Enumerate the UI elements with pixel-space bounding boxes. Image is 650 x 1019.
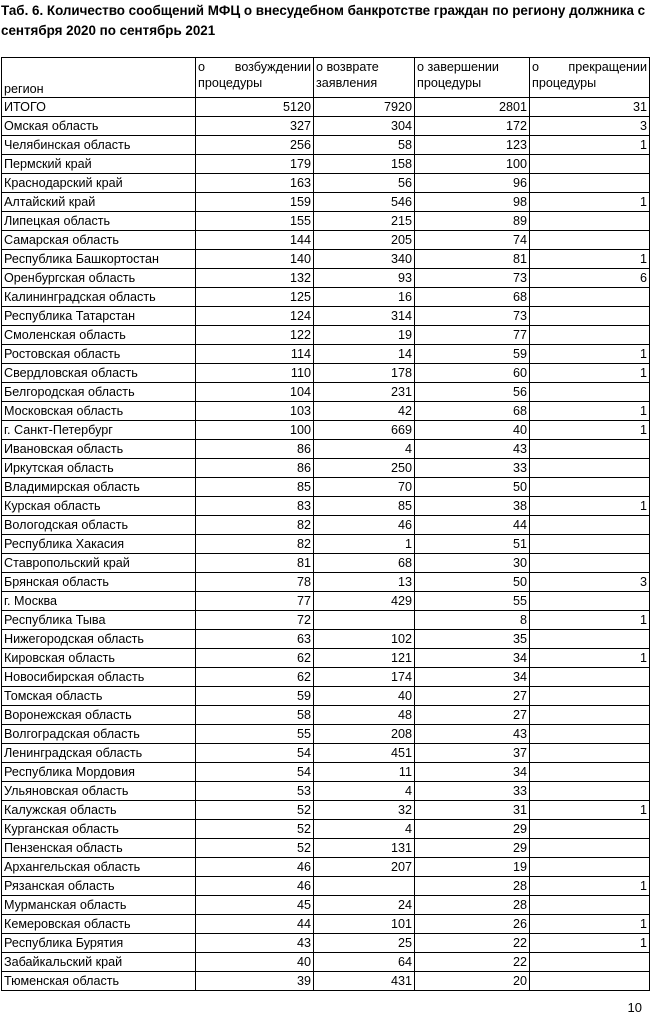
value-cell: 83 bbox=[196, 497, 314, 516]
value-cell: 50 bbox=[415, 573, 530, 592]
table-row bbox=[2, 307, 650, 326]
region-cell: Пензенская область bbox=[2, 839, 196, 858]
value-cell: 53 bbox=[196, 782, 314, 801]
value-cell: 3 bbox=[530, 573, 650, 592]
value-cell: 13 bbox=[314, 573, 415, 592]
value-cell bbox=[530, 839, 650, 858]
value-cell: 44 bbox=[415, 516, 530, 535]
value-cell: 56 bbox=[415, 383, 530, 402]
value-cell: 327 bbox=[196, 117, 314, 136]
col-header-region: регион bbox=[2, 58, 196, 98]
value-cell: 82 bbox=[196, 516, 314, 535]
table-row bbox=[2, 345, 650, 364]
value-cell: 98 bbox=[415, 193, 530, 212]
region-cell: Кировская область bbox=[2, 649, 196, 668]
value-cell: 451 bbox=[314, 744, 415, 763]
value-cell: 63 bbox=[196, 630, 314, 649]
value-cell: 39 bbox=[196, 972, 314, 991]
region-cell: Ленинградская область bbox=[2, 744, 196, 763]
value-cell: 1 bbox=[530, 877, 650, 896]
table-row bbox=[2, 573, 650, 592]
region-cell: Республика Башкортостан bbox=[2, 250, 196, 269]
value-cell: 132 bbox=[196, 269, 314, 288]
value-cell: 24 bbox=[314, 896, 415, 915]
value-cell: 4 bbox=[314, 820, 415, 839]
value-cell: 100 bbox=[415, 155, 530, 174]
value-cell: 314 bbox=[314, 307, 415, 326]
value-cell: 86 bbox=[196, 459, 314, 478]
region-cell: Волгоградская область bbox=[2, 725, 196, 744]
value-cell bbox=[530, 383, 650, 402]
value-cell: 54 bbox=[196, 744, 314, 763]
region-cell: Вологодская область bbox=[2, 516, 196, 535]
region-cell: Забайкальский край bbox=[2, 953, 196, 972]
region-cell: Томская область bbox=[2, 687, 196, 706]
value-cell bbox=[530, 725, 650, 744]
value-cell bbox=[530, 592, 650, 611]
value-cell: 34 bbox=[415, 649, 530, 668]
value-cell: 155 bbox=[196, 212, 314, 231]
value-cell: 110 bbox=[196, 364, 314, 383]
value-cell: 104 bbox=[196, 383, 314, 402]
value-cell: 124 bbox=[196, 307, 314, 326]
table-row bbox=[2, 535, 650, 554]
value-cell: 14 bbox=[314, 345, 415, 364]
value-cell: 1 bbox=[530, 915, 650, 934]
value-cell: 256 bbox=[196, 136, 314, 155]
value-cell: 33 bbox=[415, 459, 530, 478]
value-cell: 1 bbox=[530, 934, 650, 953]
value-cell: 304 bbox=[314, 117, 415, 136]
value-cell bbox=[530, 478, 650, 497]
region-cell: г. Москва bbox=[2, 592, 196, 611]
region-cell: Воронежская область bbox=[2, 706, 196, 725]
value-cell: 231 bbox=[314, 383, 415, 402]
value-cell: 1 bbox=[530, 497, 650, 516]
value-cell bbox=[530, 820, 650, 839]
value-cell bbox=[530, 459, 650, 478]
table-title: Таб. 6. Количество сообщений МФЦ о внесудебном банкротстве граждан по региону должника с сентября 2020 по сентябрь 2021 bbox=[1, 3, 646, 38]
value-cell: 59 bbox=[415, 345, 530, 364]
value-cell bbox=[530, 307, 650, 326]
value-cell: 32 bbox=[314, 801, 415, 820]
value-cell bbox=[530, 288, 650, 307]
region-cell: Ростовская область bbox=[2, 345, 196, 364]
value-cell: 1 bbox=[530, 649, 650, 668]
value-cell: 52 bbox=[196, 801, 314, 820]
table-row bbox=[2, 117, 650, 136]
table-row bbox=[2, 820, 650, 839]
value-cell: 29 bbox=[415, 839, 530, 858]
value-cell bbox=[530, 554, 650, 573]
value-cell: 27 bbox=[415, 706, 530, 725]
value-cell bbox=[530, 630, 650, 649]
value-cell bbox=[530, 535, 650, 554]
region-cell: Кемеровская область bbox=[2, 915, 196, 934]
value-cell: 123 bbox=[415, 136, 530, 155]
value-cell: 30 bbox=[415, 554, 530, 573]
value-cell: 29 bbox=[415, 820, 530, 839]
value-cell: 121 bbox=[314, 649, 415, 668]
value-cell: 34 bbox=[415, 668, 530, 687]
value-cell: 7920 bbox=[314, 98, 415, 117]
value-cell: 40 bbox=[314, 687, 415, 706]
value-cell bbox=[530, 326, 650, 345]
table-row bbox=[2, 592, 650, 611]
value-cell: 50 bbox=[415, 478, 530, 497]
value-cell: 35 bbox=[415, 630, 530, 649]
table-row bbox=[2, 953, 650, 972]
region-cell: Республика Тыва bbox=[2, 611, 196, 630]
region-cell: Челябинская область bbox=[2, 136, 196, 155]
value-cell: 34 bbox=[415, 763, 530, 782]
value-cell: 48 bbox=[314, 706, 415, 725]
table-row bbox=[2, 440, 650, 459]
value-cell: 55 bbox=[196, 725, 314, 744]
value-cell: 5120 bbox=[196, 98, 314, 117]
value-cell: 546 bbox=[314, 193, 415, 212]
value-cell: 158 bbox=[314, 155, 415, 174]
table-row bbox=[2, 554, 650, 573]
value-cell: 62 bbox=[196, 668, 314, 687]
value-cell: 58 bbox=[314, 136, 415, 155]
value-cell: 52 bbox=[196, 839, 314, 858]
value-cell: 73 bbox=[415, 307, 530, 326]
value-cell: 73 bbox=[415, 269, 530, 288]
table-row bbox=[2, 478, 650, 497]
table-row bbox=[2, 725, 650, 744]
region-cell: Курганская область bbox=[2, 820, 196, 839]
value-cell: 43 bbox=[415, 725, 530, 744]
value-cell bbox=[530, 972, 650, 991]
table-row bbox=[2, 687, 650, 706]
region-cell: Архангельская область bbox=[2, 858, 196, 877]
value-cell: 93 bbox=[314, 269, 415, 288]
region-cell: Ставропольский край bbox=[2, 554, 196, 573]
value-cell: 1 bbox=[530, 801, 650, 820]
region-cell: Московская область bbox=[2, 402, 196, 421]
value-cell: 178 bbox=[314, 364, 415, 383]
value-cell: 46 bbox=[314, 516, 415, 535]
value-cell bbox=[530, 516, 650, 535]
value-cell: 62 bbox=[196, 649, 314, 668]
table-row bbox=[2, 934, 650, 953]
region-cell: Республика Бурятия bbox=[2, 934, 196, 953]
table-row bbox=[2, 611, 650, 630]
value-cell: 102 bbox=[314, 630, 415, 649]
table-row bbox=[2, 288, 650, 307]
value-cell: 85 bbox=[314, 497, 415, 516]
value-cell: 114 bbox=[196, 345, 314, 364]
value-cell: 51 bbox=[415, 535, 530, 554]
value-cell bbox=[530, 440, 650, 459]
value-cell: 68 bbox=[415, 288, 530, 307]
col-header-start: о возбуждении процедуры bbox=[196, 58, 314, 98]
table-row bbox=[2, 516, 650, 535]
value-cell: 74 bbox=[415, 231, 530, 250]
region-cell: г. Санкт-Петербург bbox=[2, 421, 196, 440]
table-row bbox=[2, 649, 650, 668]
value-cell: 31 bbox=[415, 801, 530, 820]
value-cell: 101 bbox=[314, 915, 415, 934]
value-cell: 172 bbox=[415, 117, 530, 136]
value-cell: 31 bbox=[530, 98, 650, 117]
region-cell: Владимирская область bbox=[2, 478, 196, 497]
value-cell bbox=[530, 155, 650, 174]
header-row bbox=[2, 58, 650, 98]
region-cell: Ульяновская область bbox=[2, 782, 196, 801]
value-cell: 85 bbox=[196, 478, 314, 497]
value-cell: 42 bbox=[314, 402, 415, 421]
table-row bbox=[2, 136, 650, 155]
value-cell: 1 bbox=[530, 611, 650, 630]
value-cell bbox=[530, 744, 650, 763]
region-cell: Республика Мордовия bbox=[2, 763, 196, 782]
table-row bbox=[2, 326, 650, 345]
value-cell: 1 bbox=[530, 364, 650, 383]
table-row bbox=[2, 250, 650, 269]
value-cell: 28 bbox=[415, 896, 530, 915]
value-cell: 4 bbox=[314, 782, 415, 801]
table-row bbox=[2, 668, 650, 687]
value-cell: 33 bbox=[415, 782, 530, 801]
value-cell: 86 bbox=[196, 440, 314, 459]
value-cell: 60 bbox=[415, 364, 530, 383]
value-cell: 46 bbox=[196, 858, 314, 877]
table-row bbox=[2, 858, 650, 877]
region-cell: Брянская область bbox=[2, 573, 196, 592]
value-cell: 340 bbox=[314, 250, 415, 269]
value-cell: 159 bbox=[196, 193, 314, 212]
value-cell: 19 bbox=[415, 858, 530, 877]
value-cell: 37 bbox=[415, 744, 530, 763]
value-cell: 28 bbox=[415, 877, 530, 896]
value-cell: 64 bbox=[314, 953, 415, 972]
page-number: 10 bbox=[627, 1000, 642, 1015]
region-cell: Краснодарский край bbox=[2, 174, 196, 193]
region-cell: Калининградская область bbox=[2, 288, 196, 307]
value-cell: 77 bbox=[415, 326, 530, 345]
value-cell: 70 bbox=[314, 478, 415, 497]
value-cell: 4 bbox=[314, 440, 415, 459]
region-cell: Смоленская область bbox=[2, 326, 196, 345]
table-row bbox=[2, 801, 650, 820]
table-row bbox=[2, 421, 650, 440]
region-cell: Республика Хакасия bbox=[2, 535, 196, 554]
value-cell bbox=[314, 611, 415, 630]
value-cell: 38 bbox=[415, 497, 530, 516]
region-cell: Мурманская область bbox=[2, 896, 196, 915]
table-row bbox=[2, 231, 650, 250]
region-cell: Самарская область bbox=[2, 231, 196, 250]
table-row bbox=[2, 706, 650, 725]
value-cell: 429 bbox=[314, 592, 415, 611]
value-cell: 174 bbox=[314, 668, 415, 687]
value-cell: 72 bbox=[196, 611, 314, 630]
value-cell bbox=[314, 877, 415, 896]
value-cell: 163 bbox=[196, 174, 314, 193]
value-cell: 52 bbox=[196, 820, 314, 839]
value-cell: 77 bbox=[196, 592, 314, 611]
region-cell: ИТОГО bbox=[2, 98, 196, 117]
value-cell bbox=[530, 212, 650, 231]
value-cell: 1 bbox=[530, 421, 650, 440]
col-header-return: о возврате заявления bbox=[314, 58, 415, 98]
value-cell: 56 bbox=[314, 174, 415, 193]
table-row bbox=[2, 972, 650, 991]
value-cell: 179 bbox=[196, 155, 314, 174]
value-cell: 250 bbox=[314, 459, 415, 478]
value-cell: 205 bbox=[314, 231, 415, 250]
region-cell: Новосибирская область bbox=[2, 668, 196, 687]
value-cell: 1 bbox=[530, 250, 650, 269]
table-row bbox=[2, 630, 650, 649]
value-cell bbox=[530, 231, 650, 250]
region-cell: Липецкая область bbox=[2, 212, 196, 231]
value-cell: 1 bbox=[530, 193, 650, 212]
value-cell: 22 bbox=[415, 934, 530, 953]
region-cell: Белгородская область bbox=[2, 383, 196, 402]
value-cell: 215 bbox=[314, 212, 415, 231]
value-cell: 19 bbox=[314, 326, 415, 345]
value-cell: 6 bbox=[530, 269, 650, 288]
region-cell: Нижегородская область bbox=[2, 630, 196, 649]
value-cell: 1 bbox=[530, 402, 650, 421]
value-cell: 59 bbox=[196, 687, 314, 706]
region-cell: Ивановская область bbox=[2, 440, 196, 459]
value-cell bbox=[530, 706, 650, 725]
value-cell: 68 bbox=[415, 402, 530, 421]
table-row bbox=[2, 744, 650, 763]
value-cell: 26 bbox=[415, 915, 530, 934]
region-cell: Оренбургская область bbox=[2, 269, 196, 288]
region-cell: Свердловская область bbox=[2, 364, 196, 383]
value-cell: 125 bbox=[196, 288, 314, 307]
value-cell: 40 bbox=[196, 953, 314, 972]
value-cell: 100 bbox=[196, 421, 314, 440]
value-cell: 131 bbox=[314, 839, 415, 858]
value-cell: 103 bbox=[196, 402, 314, 421]
table-row bbox=[2, 212, 650, 231]
table-row bbox=[2, 763, 650, 782]
value-cell: 82 bbox=[196, 535, 314, 554]
data-table bbox=[1, 57, 650, 991]
value-cell: 16 bbox=[314, 288, 415, 307]
value-cell: 43 bbox=[196, 934, 314, 953]
value-cell bbox=[530, 782, 650, 801]
col-header-complete: о завершении процедуры bbox=[415, 58, 530, 98]
table-row bbox=[2, 193, 650, 212]
region-cell: Пермский край bbox=[2, 155, 196, 174]
table-row bbox=[2, 383, 650, 402]
value-cell: 43 bbox=[415, 440, 530, 459]
value-cell: 207 bbox=[314, 858, 415, 877]
value-cell bbox=[530, 953, 650, 972]
value-cell: 208 bbox=[314, 725, 415, 744]
value-cell: 58 bbox=[196, 706, 314, 725]
value-cell bbox=[530, 668, 650, 687]
value-cell: 44 bbox=[196, 915, 314, 934]
value-cell: 22 bbox=[415, 953, 530, 972]
table-row bbox=[2, 402, 650, 421]
value-cell: 669 bbox=[314, 421, 415, 440]
value-cell: 2801 bbox=[415, 98, 530, 117]
value-cell: 81 bbox=[415, 250, 530, 269]
value-cell: 122 bbox=[196, 326, 314, 345]
table-row bbox=[2, 269, 650, 288]
value-cell: 1 bbox=[530, 136, 650, 155]
table-row bbox=[2, 896, 650, 915]
region-cell: Республика Татарстан bbox=[2, 307, 196, 326]
value-cell: 25 bbox=[314, 934, 415, 953]
value-cell bbox=[530, 763, 650, 782]
table-row bbox=[2, 782, 650, 801]
region-cell: Алтайский край bbox=[2, 193, 196, 212]
value-cell bbox=[530, 858, 650, 877]
table-row bbox=[2, 839, 650, 858]
value-cell: 46 bbox=[196, 877, 314, 896]
table-row bbox=[2, 915, 650, 934]
table-row bbox=[2, 155, 650, 174]
region-cell: Омская область bbox=[2, 117, 196, 136]
value-cell: 11 bbox=[314, 763, 415, 782]
value-cell: 78 bbox=[196, 573, 314, 592]
value-cell: 55 bbox=[415, 592, 530, 611]
table-row bbox=[2, 497, 650, 516]
table-row bbox=[2, 364, 650, 383]
value-cell: 1 bbox=[314, 535, 415, 554]
region-cell: Иркутская область bbox=[2, 459, 196, 478]
table-row bbox=[2, 877, 650, 896]
value-cell bbox=[530, 174, 650, 193]
value-cell: 40 bbox=[415, 421, 530, 440]
value-cell: 20 bbox=[415, 972, 530, 991]
value-cell bbox=[530, 687, 650, 706]
table-row bbox=[2, 459, 650, 478]
value-cell: 3 bbox=[530, 117, 650, 136]
value-cell: 431 bbox=[314, 972, 415, 991]
value-cell: 96 bbox=[415, 174, 530, 193]
value-cell bbox=[530, 896, 650, 915]
region-cell: Тюменская область bbox=[2, 972, 196, 991]
region-cell: Курская область bbox=[2, 497, 196, 516]
value-cell: 8 bbox=[415, 611, 530, 630]
table-row bbox=[2, 98, 650, 117]
value-cell: 54 bbox=[196, 763, 314, 782]
value-cell: 27 bbox=[415, 687, 530, 706]
value-cell: 45 bbox=[196, 896, 314, 915]
value-cell: 89 bbox=[415, 212, 530, 231]
value-cell: 68 bbox=[314, 554, 415, 573]
table-row bbox=[2, 174, 650, 193]
region-cell: Калужская область bbox=[2, 801, 196, 820]
value-cell: 140 bbox=[196, 250, 314, 269]
value-cell: 81 bbox=[196, 554, 314, 573]
value-cell: 1 bbox=[530, 345, 650, 364]
region-cell: Рязанская область bbox=[2, 877, 196, 896]
col-header-terminate: о прекращении процедуры bbox=[530, 58, 650, 98]
value-cell: 144 bbox=[196, 231, 314, 250]
